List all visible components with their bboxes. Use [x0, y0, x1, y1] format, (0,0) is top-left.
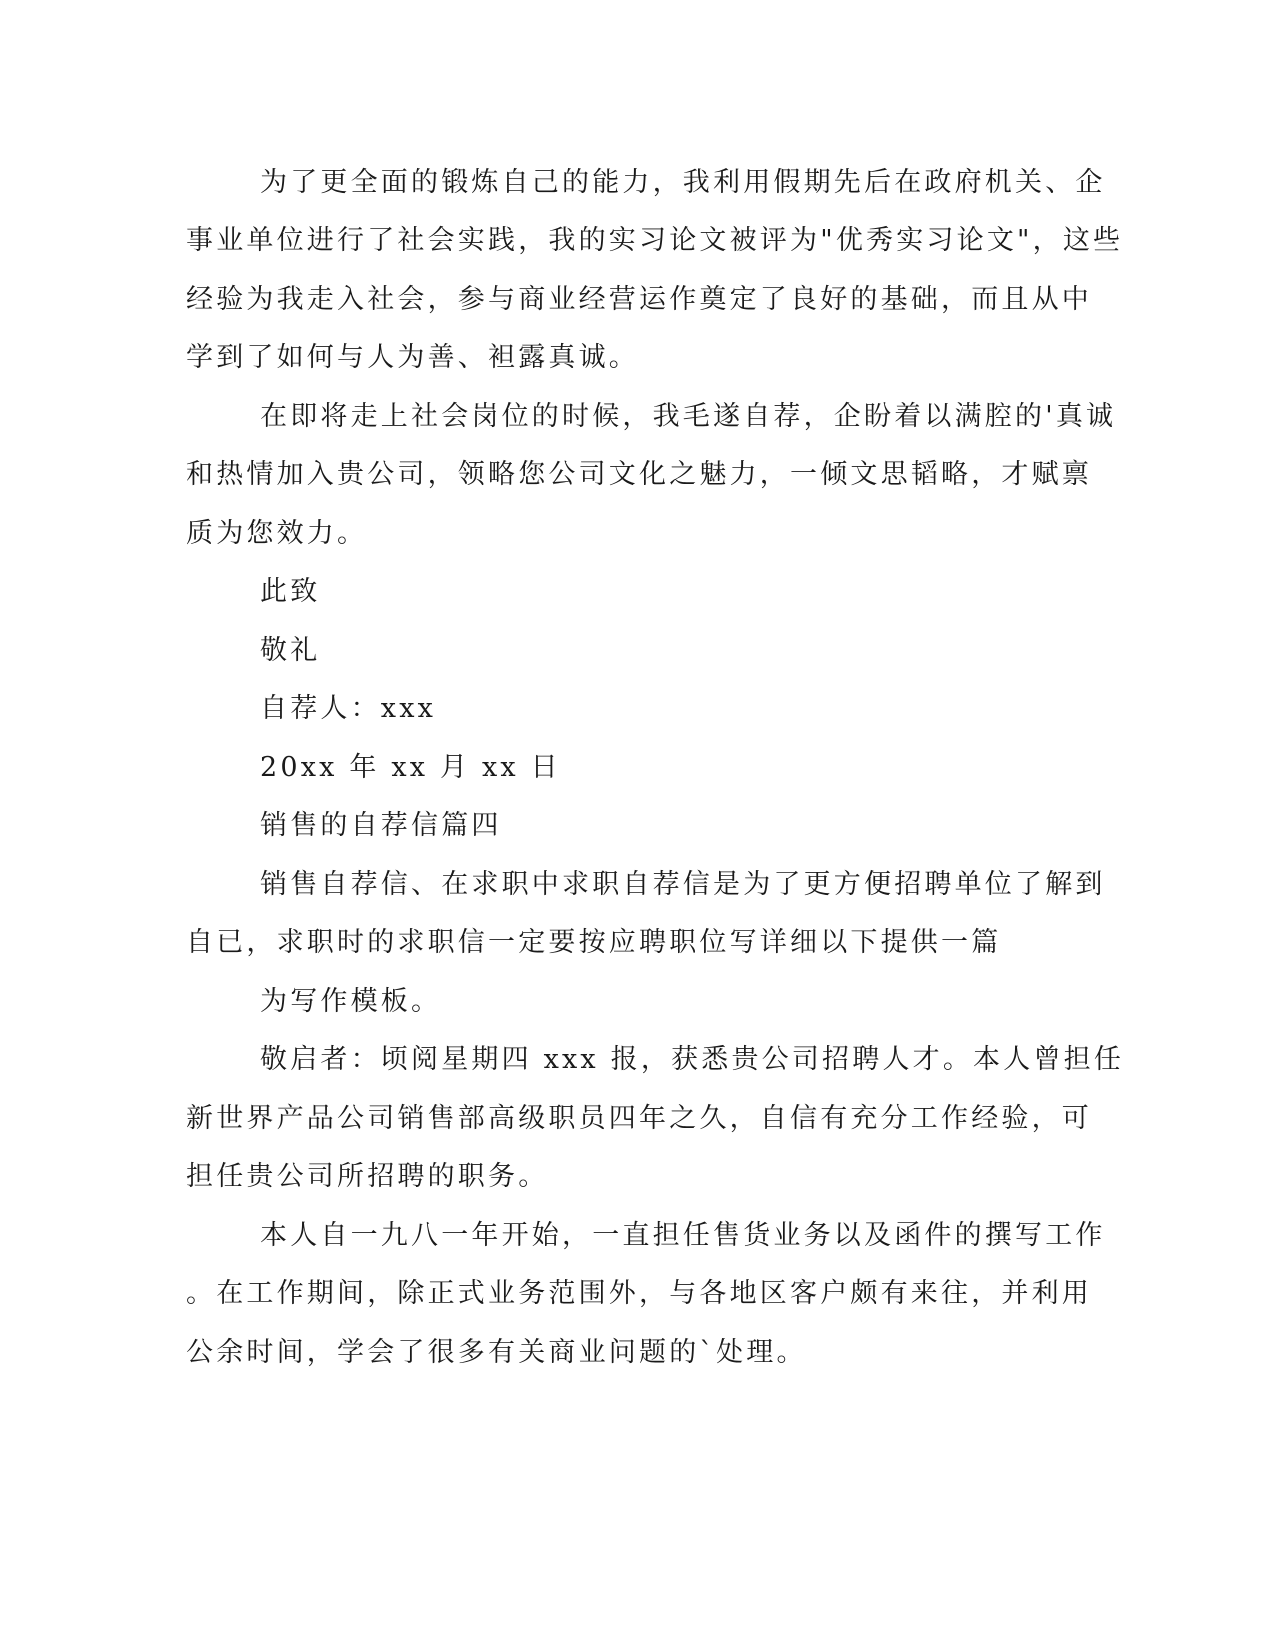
text-line: 为了更全面的锻炼自己的能力，我利用假期先后在政府机关、企 — [260, 167, 1106, 198]
text-line: 自已，求职时的求职信一定要按应聘职位写详细以下提供一篇 — [186, 927, 1002, 958]
text-line: 销售自荐信、在求职中求职自荐信是为了更方便招聘单位了解到 — [260, 869, 1106, 900]
text-line: 新世界产品公司销售部高级职员四年之久，自信有充分工作经验，可 — [186, 1103, 1092, 1134]
signature-line: 自荐人：xxx — [260, 693, 437, 724]
salutation-line: 此致 — [260, 576, 321, 607]
text-line: 质为您效力。 — [186, 518, 368, 549]
text-line: 为写作模板。 — [260, 986, 442, 1017]
text-line: 在即将走上社会岗位的时候，我毛遂自荐，企盼着以满腔的'真诚 — [260, 401, 1117, 432]
text-line: 和热情加入贵公司，领略您公司文化之魅力，一倾文思韬略，才赋禀 — [186, 459, 1092, 490]
text-line: 事业单位进行了社会实践，我的实习论文被评为"优秀实习论文"，这些 — [186, 225, 1124, 256]
salutation-line: 敬礼 — [260, 635, 321, 666]
text-line: 公余时间，学会了很多有关商业问题的`处理。 — [186, 1337, 807, 1368]
section-heading: 销售的自荐信篇四 — [260, 810, 502, 841]
date-line: 20xx 年 xx 月 xx 日 — [260, 752, 561, 783]
text-line: 经验为我走入社会，参与商业经营运作奠定了良好的基础，而且从中 — [186, 284, 1092, 315]
text-line: 敬启者：顷阅星期四 xxx 报，获悉贵公司招聘人才。本人曾担任 — [260, 1044, 1125, 1075]
text-line: 。在工作期间，除正式业务范围外，与各地区客户颇有来往，并利用 — [186, 1278, 1092, 1309]
text-line: 学到了如何与人为善、袒露真诚。 — [186, 342, 639, 373]
text-line: 担任贵公司所招聘的职务。 — [186, 1161, 549, 1192]
text-line: 本人自一九八一年开始，一直担任售货业务以及函件的撰写工作 — [260, 1220, 1106, 1251]
